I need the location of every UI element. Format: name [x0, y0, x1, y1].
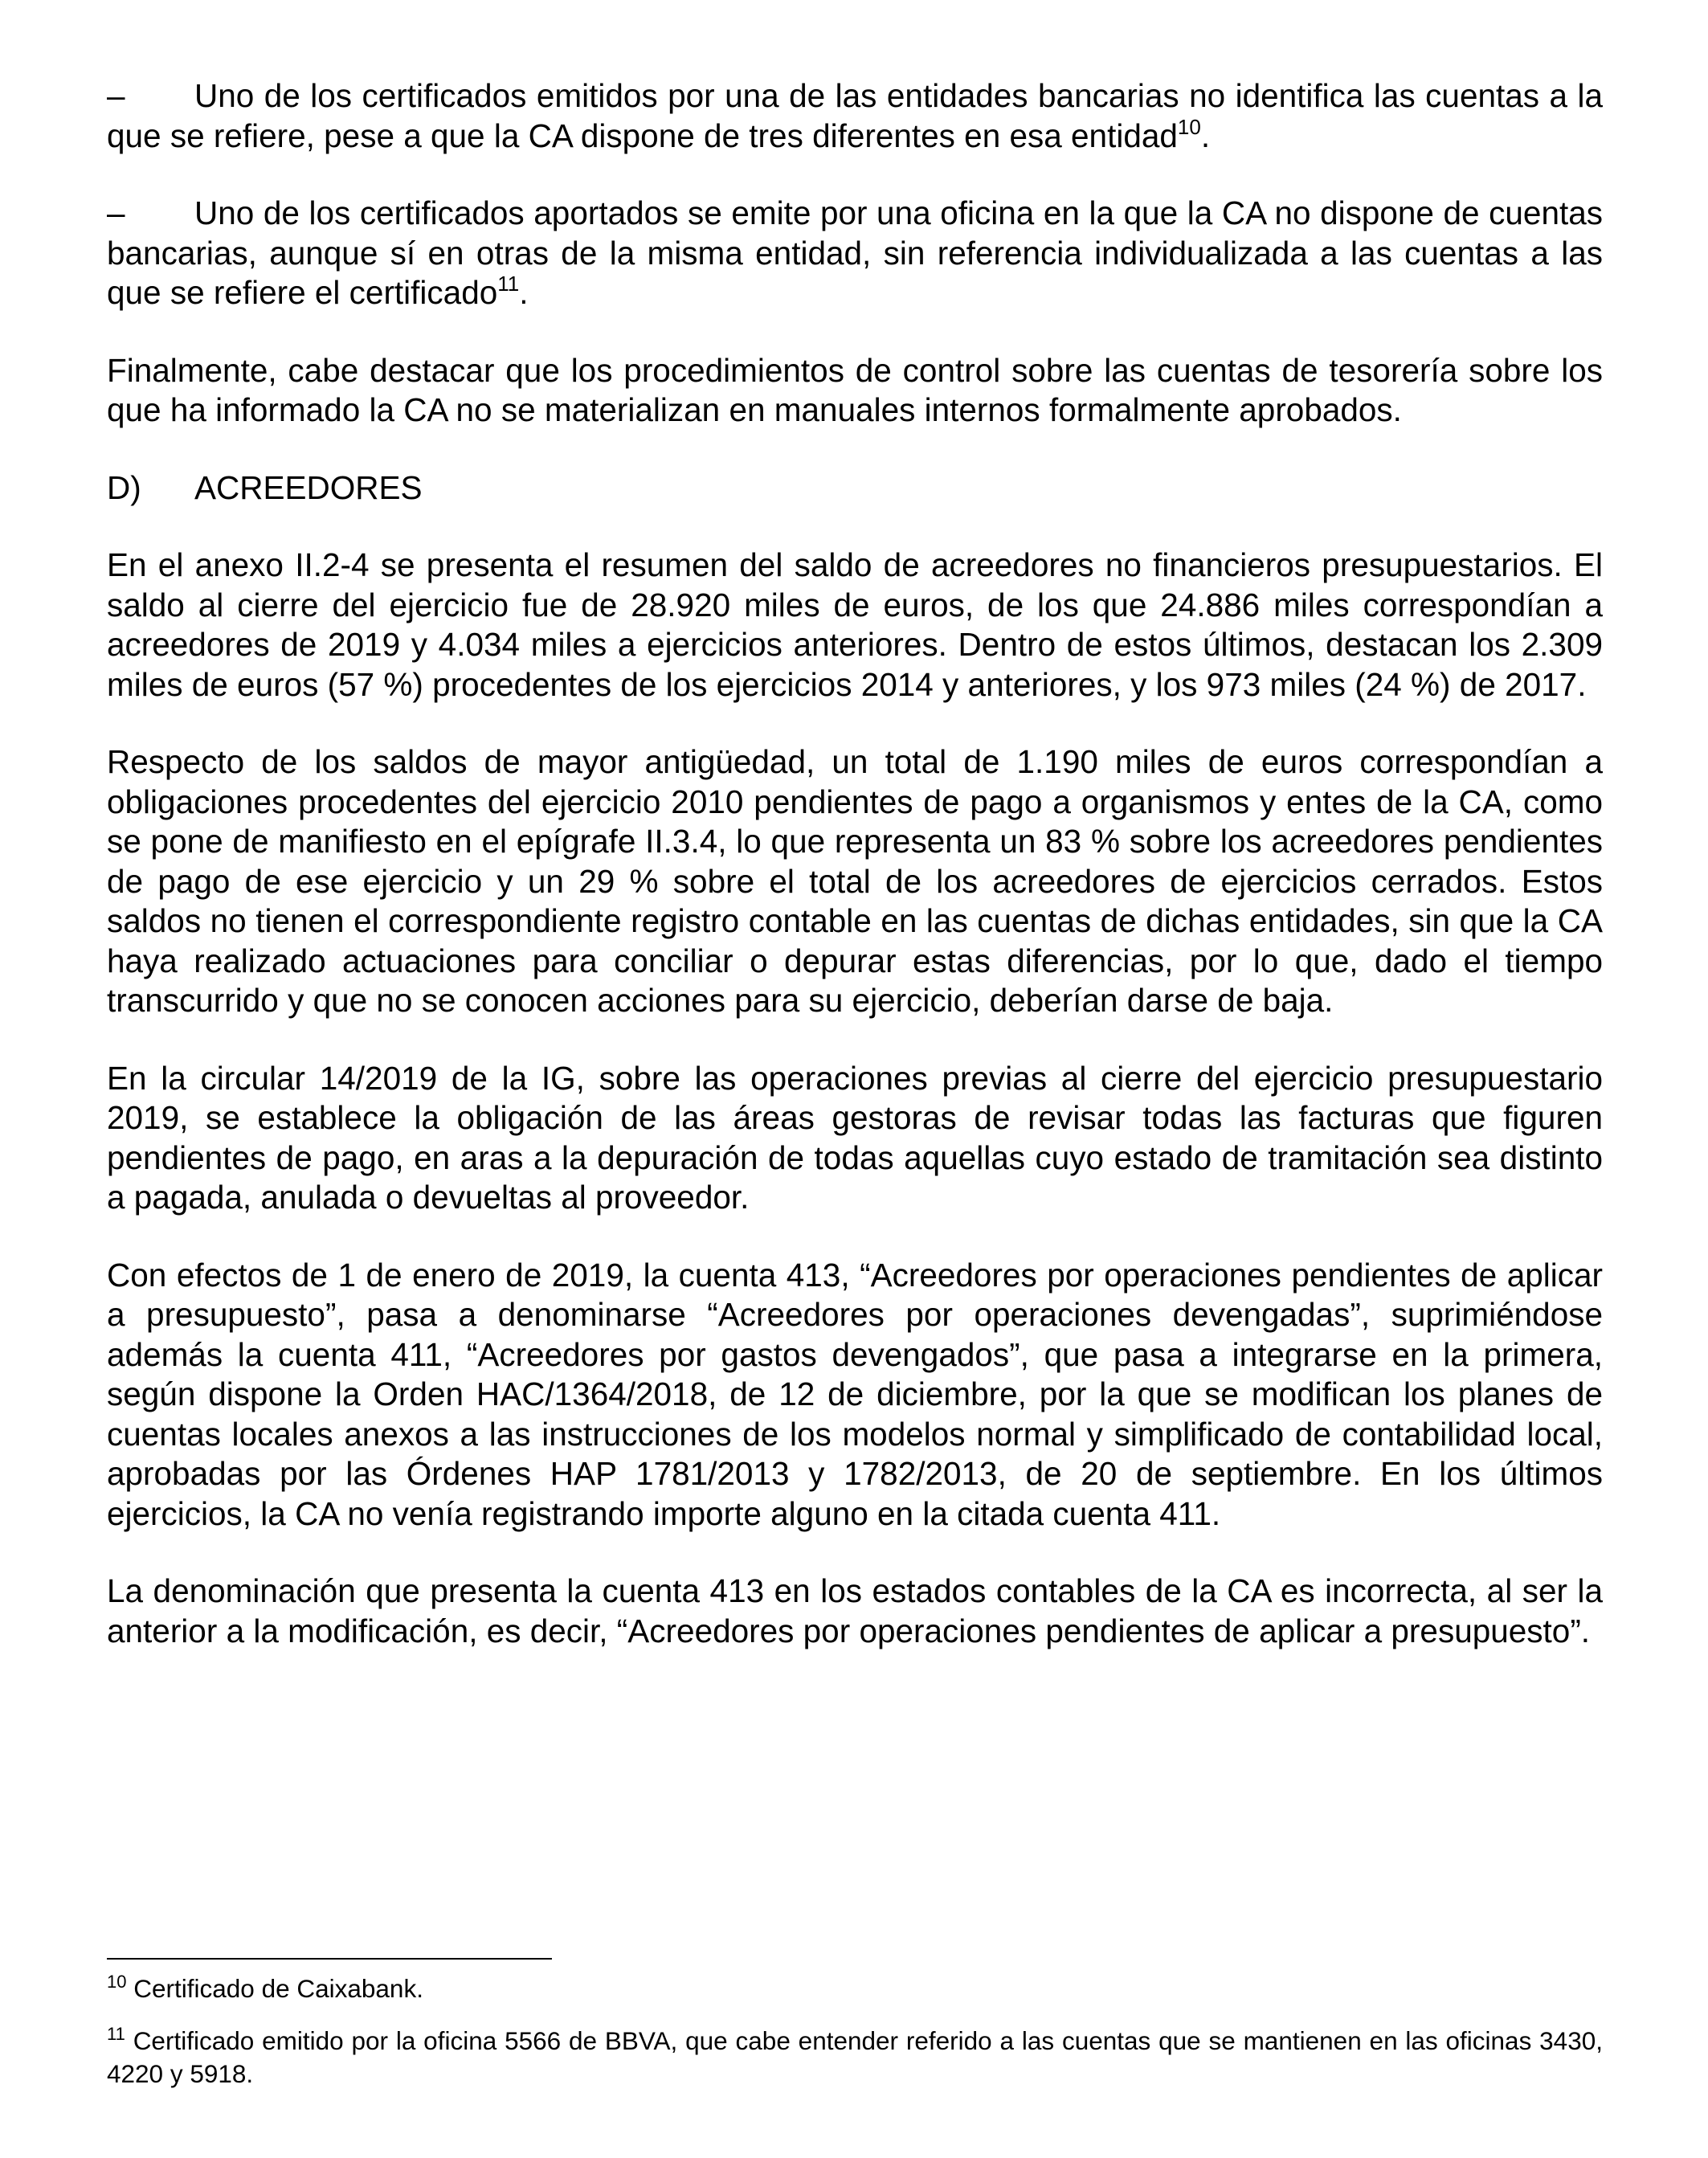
footnote-ref[interactable]: 10 [1177, 114, 1201, 139]
footnotes [107, 1972, 1603, 2091]
paragraph-finalmente: Finalmente, cabe destacar que los procedimientos de control sobre las cuentas de tesorería sobre los que ha informado la CA no se materializan en manuales internos formalmente aprobados. [107, 351, 1603, 428]
bullet-item: – Uno de los certificados emitidos por una de las entidades bancarias no identifica las cuentas a la que se refiere, pese a que la CA dispone de tres diferentes en esa entidad$^{10}$. [107, 77, 1603, 154]
section-letter: D) [107, 468, 141, 506]
bullet-text: Uno de los certificados emitidos por una de las entidades bancarias no identifica las cuentas a la que se refiere, pese a que la CA dispone de tres diferentes en esa entidad [107, 77, 1603, 154]
paragraph-circular: En la circular 14/2019 de la IG, sobre las operaciones previas al cierre del ejercicio presupuestario 2019, se establece la obligación de las áreas gestoras de revisar todas las facturas que figuren pendientes de pago, en aras a la depuración de todas aquellas cuyo estado de tramitación sea distinto a pagada, anulada o devueltas al proveedor. [107, 1059, 1603, 1216]
paragraph-denominacion: La denominación que presenta la cuenta 413 en los estados contables de la CA es incorrecta, al ser la anterior a la modificación, es decir, “Acreedores por operaciones pendientes de aplicar a presupuesto”. [107, 1572, 1603, 1649]
document-body [107, 76, 1603, 1651]
paragraph-respecto: Respecto de los saldos de mayor antigüedad, un total de 1.190 miles de euros correspondían a obligaciones procedentes del ejercicio 2010 pendientes de pago a organismos y entes de la CA, como se pone de manifiesto en el epígrafe II.3.4, lo que representa un 83 % sobre los acreedores pendientes de pago de ese ejercicio y un 29 % sobre el total de los acreedores de ejercicios cerrados. Estos saldos no tienen el correspondiente registro contable en las cuentas de dichas entidades, sin que la CA haya realizado actuaciones para conciliar o depurar estas diferencias, por lo que, dado el tiempo transcurrido y que no se conocen acciones para su ejercicio, deberían darse de baja. [107, 743, 1603, 1019]
footnote-separator [107, 1958, 552, 1960]
footnote [107, 1972, 1603, 2005]
footnote [107, 2025, 1603, 2091]
section-heading [107, 468, 1603, 509]
paragraph-efectos: Con efectos de 1 de enero de 2019, la cuenta 413, “Acreedores por operaciones pendientes de aplicar a presupuesto”, pasa a denominarse “Acreedores por operaciones devengadas”, suprimiéndose además la cuenta 411, “Acreedores por gastos devengados”, que pasa a integrarse en la primera, según dispone la Orden HAC/1364/2018, de 12 de diciembre, por la que se modifican los planes de cuentas locales anexos a las instrucciones de los modelos normal y simplificado de contabilidad local, aprobadas por las Órdenes HAP 1781/2013 y 1782/2013, de 20 de septiembre. En los últimos ejercicios, la CA no venía registrando importe alguno en la citada cuenta 411. [107, 1256, 1603, 1532]
bullet-item: – Uno de los certificados aportados se emite por una oficina en la que la CA no dispone de cuentas bancarias, aunque sí en otras de la misma entidad, sin referencia individualizada a las cuentas a las que se refiere el certificado$^{11}$. [107, 194, 1603, 311]
dash-marker: – [107, 194, 125, 231]
footnote-text: Certificado emitido por la oficina 5566 de BBVA, que cabe entender referido a las cuentas que se mantienen en las oficinas 3430, 4220 y 5918. [107, 2026, 1603, 2088]
footnote-ref[interactable]: 11 [497, 272, 520, 296]
paragraph-anexo: En el anexo II.2-4 se presenta el resumen del saldo de acreedores no financieros presupuestarios. El saldo al cierre del ejercicio fue de 28.920 miles de euros, de los que 24.886 miles correspondían a acreedores de 2019 y 4.034 miles a ejercicios anteriores. Dentro de estos últimos, destacan los 2.309 miles de euros (57 %) procedentes de los ejercicios 2014 y anteriores, y los 973 miles (24 %) de 2017. [107, 546, 1603, 703]
footnote-number: 10 [107, 1972, 127, 1992]
bullet-text: Uno de los certificados aportados se emite por una oficina en la que la CA no dispone de cuentas bancarias, aunque sí en otras de la misma entidad, sin referencia individualizada a las cuentas a las que se refiere el certificado [107, 194, 1603, 311]
footnote-number: 11 [107, 2024, 125, 2044]
section-title: ACREEDORES [194, 468, 423, 506]
footnote-text: Certificado de Caixabank. [133, 1974, 423, 2003]
dash-marker: – [107, 77, 125, 114]
